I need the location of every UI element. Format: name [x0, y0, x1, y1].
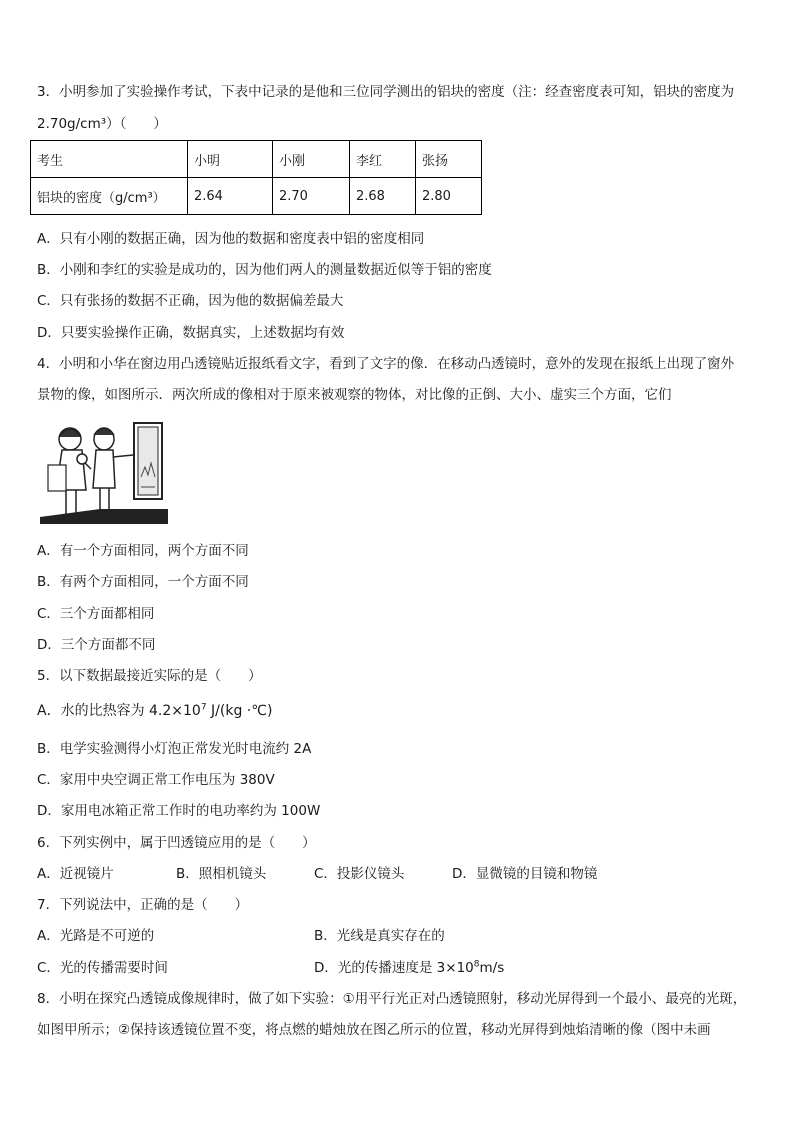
table-header-cell: 小刚 — [273, 141, 350, 178]
q4-stem-line2: 景物的像，如图所示．两次所成的像相对于原来被观察的物体，对比像的正倒、大小、虚实三个方面，它们 — [37, 387, 672, 403]
window-frame — [134, 423, 162, 499]
table-header-cell: 张扬 — [416, 141, 482, 178]
q3-stem-line2: 2.70g/cm³）（ ） — [37, 116, 167, 132]
q4-stem-line1: 4．小明和小华在窗边用凸透镜贴近报纸看文字，看到了文字的像．在移动凸透镜时，意外的发现在报纸上出现了窗外 — [37, 356, 735, 372]
q6-option-a: A．近视镜片 — [37, 866, 114, 882]
table-row-label: 铝块的密度（g/cm³） — [31, 178, 188, 215]
q4-option-a: A．有一个方面相同，两个方面不同 — [37, 543, 249, 559]
q4-option-d: D．三个方面都不同 — [37, 637, 156, 653]
q7-option-d-suffix: m/s — [479, 960, 505, 976]
q6-option-c: C．投影仪镜头 — [314, 866, 405, 882]
lens-illustration — [40, 417, 168, 524]
table-cell: 2.64 — [188, 178, 273, 215]
q3-option-b: B．小刚和李红的实验是成功的，因为他们两人的测量数据近似等于铝的密度 — [37, 262, 492, 278]
table-cell: 2.70 — [273, 178, 350, 215]
q5-option-c: C．家用中央空调正常工作电压为 380V — [37, 772, 275, 788]
table-header-cell: 考生 — [31, 141, 188, 178]
table-row — [31, 141, 482, 178]
q5-option-a-suffix: J/(kg ·℃) — [206, 703, 273, 719]
q5-stem: 5．以下数据最接近实际的是（ ） — [37, 668, 262, 684]
density-table — [30, 140, 482, 215]
table-header-cell: 李红 — [350, 141, 416, 178]
q7-option-d — [314, 958, 504, 978]
q5-option-a-exponent: 7 — [200, 702, 207, 713]
q5-option-d: D．家用电冰箱正常工作时的电功率约为 100W — [37, 803, 321, 819]
q6-option-d: D．显微镜的目镜和物镜 — [452, 866, 598, 882]
q5-option-a — [37, 701, 272, 721]
table-cell: 2.68 — [350, 178, 416, 215]
q8-stem-line1: 8．小明在探究凸透镜成像规律时，做了如下实验：①用平行光正对凸透镜照射，移动光屏得到一个最小、最亮的光斑， — [37, 991, 747, 1007]
boy-figure — [93, 428, 133, 512]
newspaper — [48, 465, 66, 491]
q7-option-d-prefix: D．光的传播速度是 3×10 — [314, 960, 474, 976]
q7-stem: 7．下列说法中，正确的是（ ） — [37, 897, 249, 913]
q3-stem-line1: 3．小明参加了实验操作考试，下表中记录的是他和三位同学测出的铝块的密度（注：经查密度表可知，铝块的密度为 — [37, 84, 735, 100]
q4-option-c: C．三个方面都相同 — [37, 606, 155, 622]
table-row — [31, 178, 482, 215]
q5-option-a-prefix: A．水的比热容为 4.2×10 — [37, 703, 201, 719]
q6-stem: 6．下列实例中，属于凹透镜应用的是（ ） — [37, 835, 316, 851]
table-header-cell: 小明 — [188, 141, 273, 178]
q7-option-a: A．光路是不可逆的 — [37, 928, 155, 944]
q4-option-b: B．有两个方面相同，一个方面不同 — [37, 574, 249, 590]
q3-option-a: A．只有小刚的数据正确，因为他的数据和密度表中铝的密度相同 — [37, 231, 425, 247]
q5-option-b: B．电学实验测得小灯泡正常发光时电流约 2A — [37, 741, 312, 757]
q6-option-b: B．照相机镜头 — [176, 866, 267, 882]
q8-stem-line2: 如图甲所示；②保持该透镜位置不变，将点燃的蜡烛放在图乙所示的位置，移动光屏得到烛焰清晰的像（图中未画 — [37, 1022, 711, 1038]
q7-option-d-exponent: 8 — [473, 959, 480, 970]
q7-option-b: B．光线是真实存在的 — [314, 928, 445, 944]
q3-option-d: D．只要实验操作正确，数据真实，上述数据均有效 — [37, 325, 345, 341]
table-cell: 2.80 — [416, 178, 482, 215]
q3-option-c: C．只有张扬的数据不正确，因为他的数据偏差最大 — [37, 293, 344, 309]
q7-option-c: C．光的传播需要时间 — [37, 960, 168, 976]
